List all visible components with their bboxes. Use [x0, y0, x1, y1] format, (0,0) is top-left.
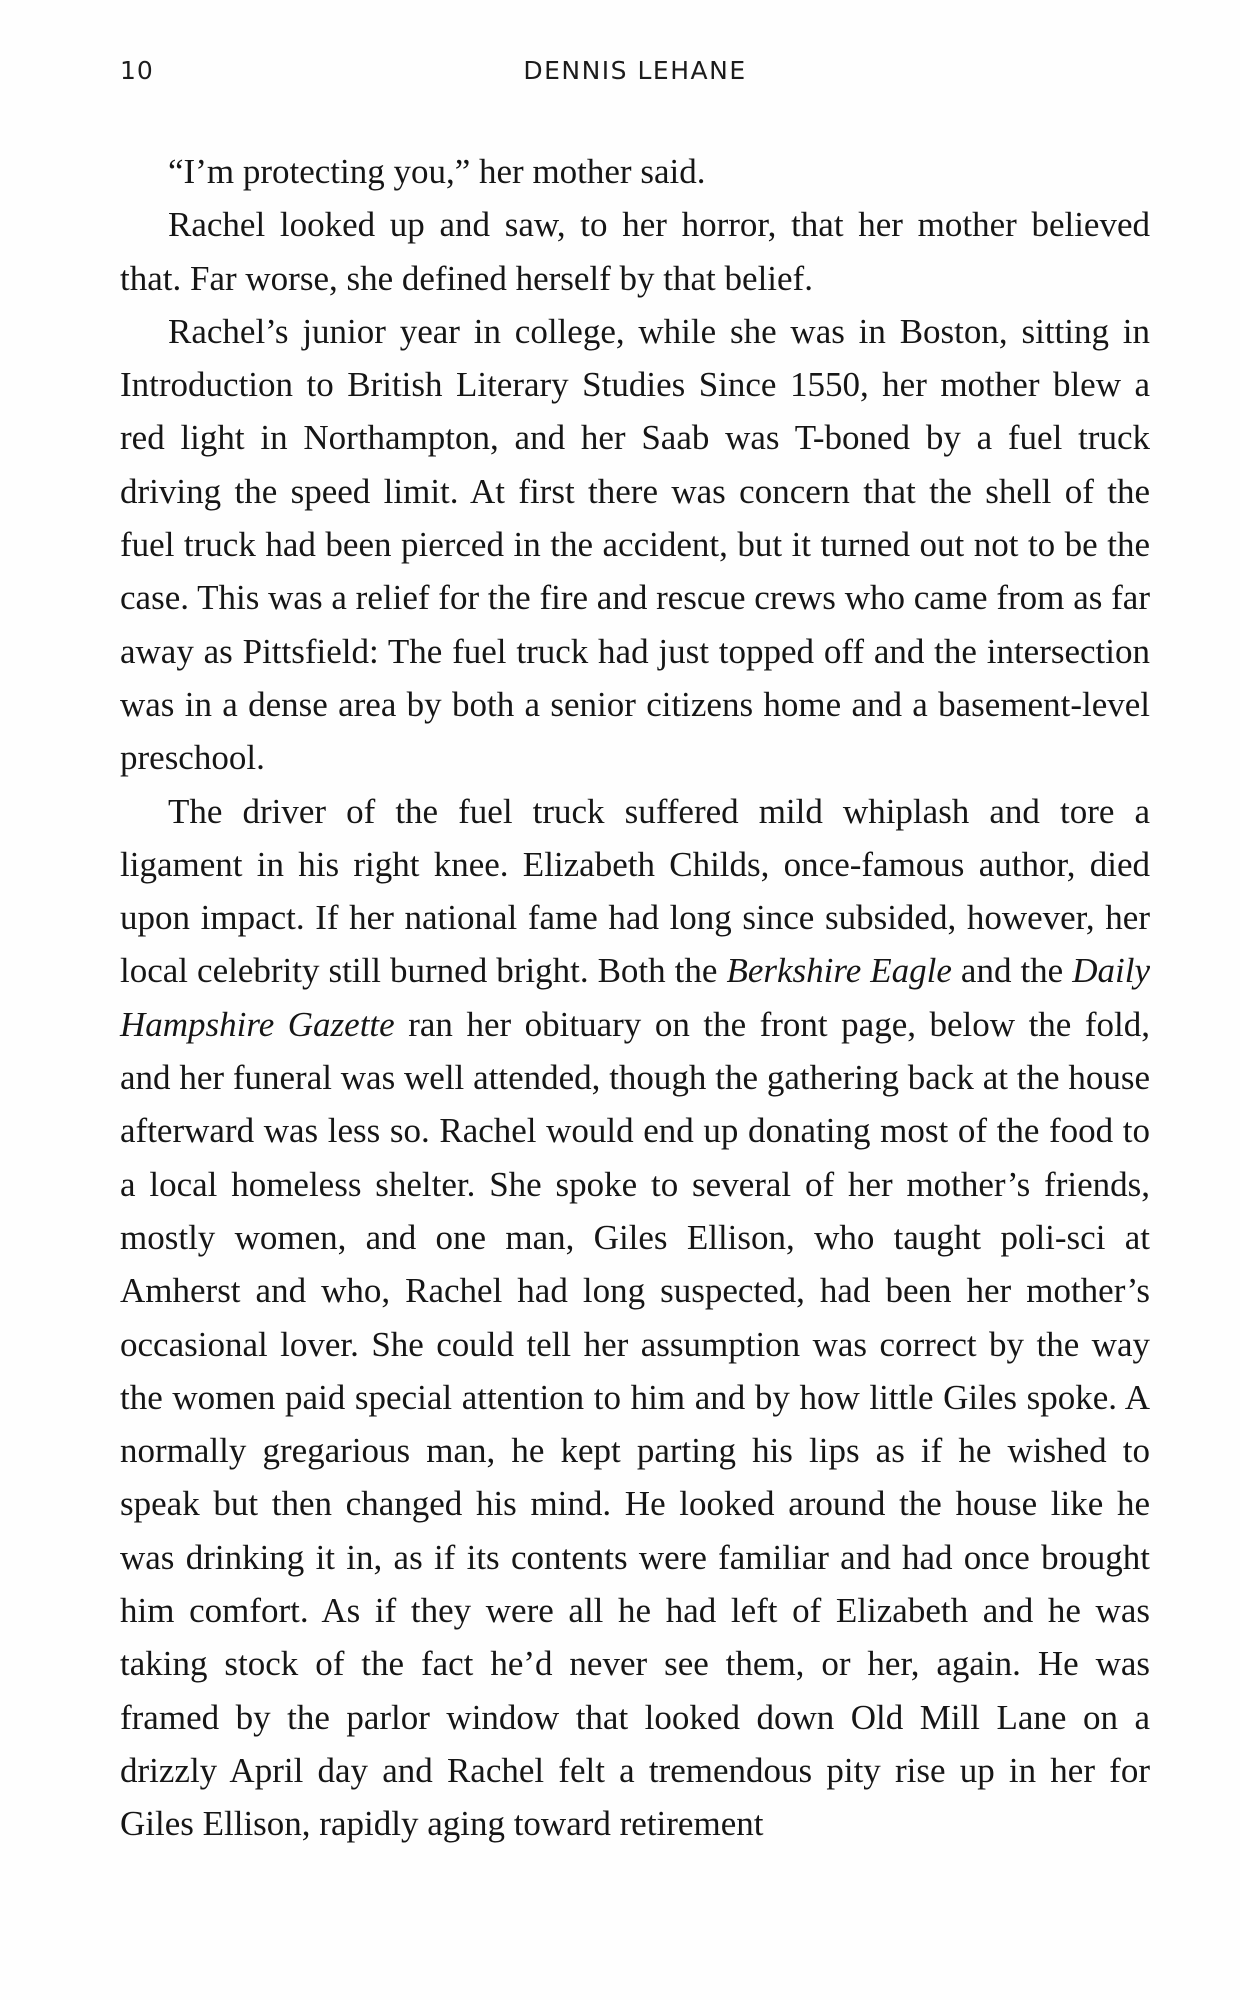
paragraph-4-part-1: The driver of the fuel truck suffered mild whiplash and tore a ligament in his right knee. Elizabeth Childs, once-famous author, died upon impact. If her national fame had long since subsided, however, her local celebrity still burned bright. Both the	[120, 791, 1150, 991]
body-text	[120, 145, 1150, 1851]
paragraph-3: Rachel’s junior year in college, while she was in Boston, sitting in Introduction to British Literary Studies Since 1550, her mother blew a red light in Northampton, and her Saab was T-boned by a fuel truck driving the speed limit. At first there was concern that the shell of the fuel truck had been pierced in the accident, but it turned out not to be the case. This was a relief for the fire and rescue crews who came from as far away as Pittsfield: The fuel truck had just topped off and the intersection was in a dense area by both a senior citizens home and a basement-level preschool.	[120, 311, 1150, 778]
paragraph-4-part-2: and the	[951, 951, 1073, 991]
paragraph-1: “I’m protecting you,” her mother said.	[168, 152, 706, 191]
newspaper-title-berkshire-eagle: Berkshire Eagle	[726, 951, 952, 991]
paragraph-4-part-3: ran her obituary on the front page, below the fold, and her funeral was well attended, though the gathering back at the house afterward was less so. Rachel would end up donating most of the food to a local homeless shelter. She spoke to several of her mother’s friends, mostly women, and one man, Giles Ellison, who taught poli-sci at Amherst and who, Rachel had long suspected, had been her mother’s occasional lover. She could tell her assumption was correct by the way the women paid special attention to him and by how little Giles spoke. A normally gregarious man, he kept parting his lips as if he wished to speak but then changed his mind. He looked around the house like he was drinking it in, as if its contents were familiar and had once brought him comfort. As if they were all he had left of Elizabeth and he was taking stock of the fact he’d never see them, or her, again. He was framed by the parlor window that looked down Old Mill Lane on a drizzly April day and Rachel felt a tremendous pity rise up in her for Giles Ellison, rapidly aging toward retirement	[120, 1004, 1150, 1844]
paragraph-2: Rachel looked up and saw, to her horror, that her mother believed that. Far worse, she defined herself by that belief.	[120, 205, 1150, 298]
paragraph-4	[120, 785, 1150, 1851]
running-head-author: DENNIS LEHANE	[523, 56, 747, 85]
page-header	[120, 56, 1150, 96]
newspaper-title-daily-hampshire-gazette: Daily Hampshire Gazette	[120, 951, 1150, 1044]
page-number: 10	[120, 56, 154, 85]
